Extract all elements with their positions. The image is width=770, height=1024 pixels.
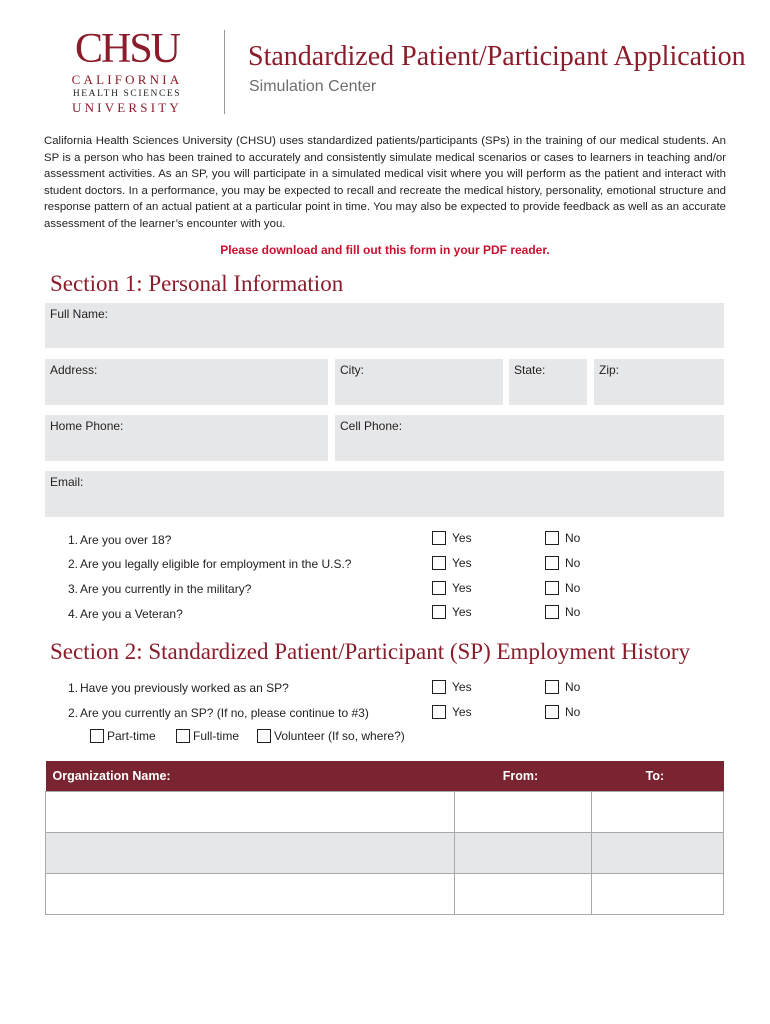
over-18-no-option[interactable] xyxy=(545,531,580,545)
checkbox[interactable] xyxy=(432,581,446,595)
question-number: 1. xyxy=(67,533,78,547)
option-label: No xyxy=(565,581,581,595)
option-label: No xyxy=(565,680,581,694)
question-text: Are you over 18? xyxy=(80,533,172,547)
email-label: Email: xyxy=(50,475,84,489)
full-name-label: Full Name: xyxy=(50,307,109,321)
current-sp-no-option[interactable] xyxy=(545,705,580,719)
cell-phone-label: Cell Phone: xyxy=(340,419,403,433)
checkbox[interactable] xyxy=(545,680,559,694)
table-row xyxy=(46,792,724,833)
option-label: Yes xyxy=(452,581,472,595)
home-phone-field[interactable] xyxy=(45,415,328,461)
option-label: Yes xyxy=(452,705,472,719)
question-text: Are you a Veteran? xyxy=(80,607,183,621)
option-label: Full-time xyxy=(193,729,240,743)
question-number: 2. xyxy=(67,706,78,720)
checkbox[interactable] xyxy=(176,729,190,743)
full-time-option[interactable] xyxy=(176,729,239,743)
military-no-option[interactable] xyxy=(545,581,580,595)
military-yes-option[interactable] xyxy=(432,581,472,595)
zip-field[interactable] xyxy=(594,359,724,405)
option-label: Yes xyxy=(452,605,472,619)
state-label: State: xyxy=(514,363,546,377)
question-number: 1. xyxy=(67,681,78,695)
to-cell[interactable] xyxy=(592,833,724,874)
question-text: Have you previously worked as an SP? xyxy=(80,681,289,695)
employment-history-table xyxy=(45,761,724,915)
checkbox[interactable] xyxy=(545,705,559,719)
logo-line-university: UNIVERSITY xyxy=(72,100,182,115)
zip-label: Zip: xyxy=(599,363,620,377)
organization-cell[interactable] xyxy=(46,792,455,833)
question-text: Are you legally eligible for employment in the U.S.? xyxy=(80,557,352,571)
option-label: No xyxy=(565,531,581,545)
checkbox[interactable] xyxy=(545,605,559,619)
option-label: No xyxy=(565,605,581,619)
page-subtitle: Simulation Center xyxy=(249,78,377,95)
previous-sp-no-option[interactable] xyxy=(545,680,580,694)
checkbox[interactable] xyxy=(432,605,446,619)
full-name-field[interactable] xyxy=(45,303,724,348)
address-label: Address: xyxy=(50,363,98,377)
checkbox[interactable] xyxy=(545,556,559,570)
checkbox[interactable] xyxy=(90,729,104,743)
checkbox[interactable] xyxy=(432,531,446,545)
eligible-no-option[interactable] xyxy=(545,556,580,570)
cell-phone-field[interactable] xyxy=(335,415,724,461)
checkbox[interactable] xyxy=(545,581,559,595)
question-number: 3. xyxy=(67,582,78,596)
section-2-title: Section 2: Standardized Patient/Participant (SP) Employment History xyxy=(50,639,691,664)
option-label: Part-time xyxy=(107,729,156,743)
veteran-yes-option[interactable] xyxy=(432,605,472,619)
intro-paragraph: California Health Sciences University (CHSU) uses standardized patients/participants (SPs) in the training of our medical students. An SP is a person who has been trained to accurately and consistently simulate medical scenarios or cases to learners in teaching and/or assessment activities. As an SP, you will participate in a simulated medical visit where you will perform as the patient and interact with student doctors. In a performance, you may be expected to recall and recreate the medical history, personality, emotional structure and response pattern of an actual patient at a particular point in time. You may also be expected to provide feedback as well as an accurate assessment of the learner’s encounter with you. xyxy=(44,135,726,230)
table-row xyxy=(46,833,724,874)
city-field[interactable] xyxy=(335,359,503,405)
question-text: Are you currently in the military? xyxy=(80,582,252,596)
organization-cell[interactable] xyxy=(46,874,455,915)
chsu-logo xyxy=(62,26,192,116)
email-field[interactable] xyxy=(45,471,724,517)
question-text: Are you currently an SP? (If no, please continue to #3) xyxy=(80,706,369,720)
option-label: No xyxy=(565,556,581,570)
download-notice: Please download and fill out this form in your PDF reader. xyxy=(220,243,550,257)
veteran-no-option[interactable] xyxy=(545,605,580,619)
current-sp-yes-option[interactable] xyxy=(432,705,472,719)
home-phone-label: Home Phone: xyxy=(50,419,124,433)
option-label: Yes xyxy=(452,680,472,694)
volunteer-option[interactable] xyxy=(257,729,405,743)
state-field[interactable] xyxy=(509,359,587,405)
option-label: Volunteer (If so, where?) xyxy=(274,729,405,743)
over-18-yes-option[interactable] xyxy=(432,531,472,545)
address-field[interactable] xyxy=(45,359,328,405)
eligible-yes-option[interactable] xyxy=(432,556,472,570)
option-label: Yes xyxy=(452,556,472,570)
to-cell[interactable] xyxy=(592,874,724,915)
table-row xyxy=(46,874,724,915)
to-cell[interactable] xyxy=(592,792,724,833)
page-title: Standardized Patient/Participant Application xyxy=(248,41,746,72)
option-label: Yes xyxy=(452,531,472,545)
from-cell[interactable] xyxy=(455,792,592,833)
organization-name-header: Organization Name: xyxy=(46,761,455,792)
from-cell[interactable] xyxy=(455,833,592,874)
question-number: 4. xyxy=(67,607,78,621)
checkbox[interactable] xyxy=(257,729,271,743)
question-number: 2. xyxy=(67,557,78,571)
logo-line-california: CALIFORNIA xyxy=(71,72,183,87)
option-label: No xyxy=(565,705,581,719)
logo-mark: CHSU xyxy=(74,26,180,72)
city-label: City: xyxy=(340,363,364,377)
checkbox[interactable] xyxy=(432,556,446,570)
logo-line-health-sciences: HEALTH SCIENCES xyxy=(72,89,182,99)
from-header: From: xyxy=(455,761,592,792)
checkbox[interactable] xyxy=(432,680,446,694)
checkbox[interactable] xyxy=(432,705,446,719)
checkbox[interactable] xyxy=(545,531,559,545)
section-1-title: Section 1: Personal Information xyxy=(50,271,344,296)
header-divider xyxy=(224,30,225,114)
part-time-option[interactable] xyxy=(90,729,156,743)
from-cell[interactable] xyxy=(455,874,592,915)
organization-cell[interactable] xyxy=(46,833,455,874)
to-header: To: xyxy=(592,761,724,792)
previous-sp-yes-option[interactable] xyxy=(432,680,472,694)
table-header-row xyxy=(46,761,724,792)
